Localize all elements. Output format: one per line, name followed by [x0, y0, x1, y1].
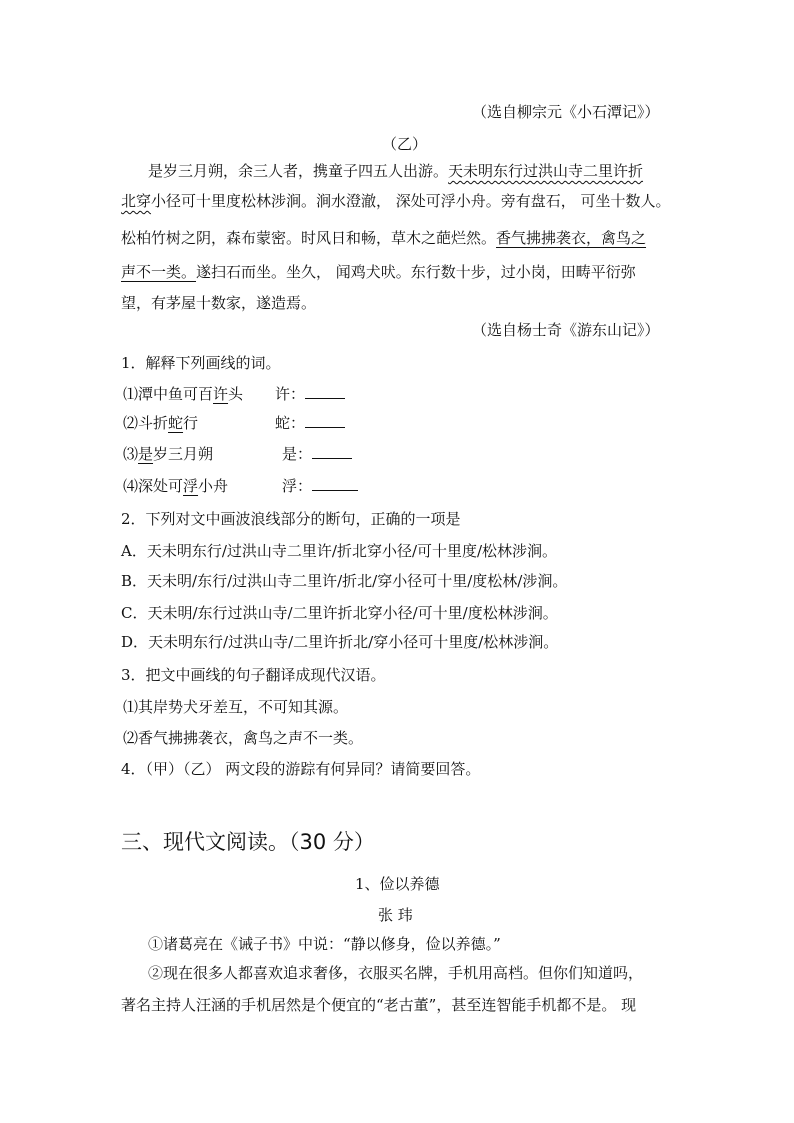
- underlined-word: 浮: [183, 477, 199, 495]
- passage-yi-line-5: 望，有茅屋十数家，遂造焉。: [121, 294, 317, 312]
- underlined-text: 声不一类。: [121, 263, 197, 281]
- article-paragraph-2-line-1: ②现在很多人都喜欢追求奢侈，衣服买名牌，手机用高档。但你们知道吗，: [148, 964, 644, 982]
- underlined-word: 许: [213, 385, 229, 403]
- q1-answer-1: 许：: [275, 383, 345, 404]
- passage-yi-line-1: [148, 160, 643, 181]
- answer-blank[interactable]: [312, 444, 352, 459]
- section-heading: 三、现代文阅读。（30 分）: [121, 830, 375, 854]
- underlined-word: 是: [138, 445, 154, 463]
- article-paragraph-1: ①诸葛亮在《诫子书》中说：“静以修身，俭以养德。”: [148, 935, 501, 953]
- passage-yi-line-2: [121, 190, 671, 211]
- question-3-stem: 3．把文中画线的句子翻译成现代汉语。: [121, 666, 386, 684]
- question-2-stem: 2．下列对文中画波浪线部分的断句，正确的一项是: [121, 510, 461, 528]
- wavy-underlined-text: 北穿: [121, 192, 152, 210]
- underlined-text: 香气拂拂袭衣，禽鸟之: [496, 229, 647, 247]
- q1-item-2: ⑵斗折蛇行: [123, 414, 199, 432]
- passage-yi-line-4: [121, 261, 636, 282]
- passage-text: 小径可十里度松林涉涧。涧水澄澈， 深处可浮小舟。旁有盘石， 可坐十数人。: [151, 192, 671, 210]
- q2-option-d[interactable]: D．天未明东行/过洪山寺/二里许折北/穿小径可十里度/松林涉涧。: [121, 633, 559, 651]
- passage-text: 遂扫石而坐。坐久， 闻鸡犬吠。东行数十步，过小岗，田畴平衍弥: [196, 263, 636, 281]
- answer-blank[interactable]: [312, 476, 358, 491]
- q3-item-2: ⑵香气拂拂袭衣，禽鸟之声不一类。: [123, 729, 364, 747]
- answer-blank[interactable]: [305, 384, 345, 399]
- underlined-word: 蛇: [168, 414, 184, 432]
- article-paragraph-2-line-2: 著名主持人汪涵的手机居然是个便宜的“老古董”，甚至连智能手机都不是。 现: [121, 996, 637, 1014]
- q1-answer-2: 蛇：: [275, 412, 345, 433]
- q2-option-c[interactable]: C．天未明/东行过洪山寺/二里许折北穿小径/可十里/度松林涉涧。: [121, 604, 558, 622]
- source-jia: （选自柳宗元《小石潭记》）: [472, 103, 660, 121]
- q1-item-1: ⑴潭中鱼可百许头: [123, 385, 244, 403]
- question-4-stem: 4．（甲）（乙） 两文段的游踪有何异同？请简要回答。: [121, 760, 481, 778]
- q2-option-b[interactable]: B．天未明/东行/过洪山寺二里许/折北/穿小径可十里/度松林/涉涧。: [121, 572, 568, 590]
- question-1-stem: 1．解释下列画线的词。: [121, 354, 281, 372]
- q1-answer-4: 浮：: [282, 475, 358, 496]
- passage-yi-line-3: [121, 227, 646, 248]
- q3-item-1: ⑴其岸势犬牙差互，不可知其源。: [123, 698, 349, 716]
- q1-item-3: ⑶是岁三月朔: [123, 445, 214, 463]
- article-title: 1、俭以养德: [355, 875, 440, 893]
- q1-item-4: ⑷深处可浮小舟: [123, 477, 229, 495]
- q1-answer-3: 是：: [282, 443, 352, 464]
- answer-blank[interactable]: [305, 413, 345, 428]
- wavy-underlined-text: 天未明东行过洪山寺二里许折: [448, 162, 644, 180]
- passage-text: 是岁三月朔，余三人者，携童子四五人出游。: [148, 162, 449, 180]
- article-author: 张 玮: [378, 906, 413, 924]
- passage-text: 松柏竹树之阴，森布蒙密。时风日和畅，草木之葩烂然。: [121, 229, 497, 247]
- passage-yi-title: （乙）: [382, 135, 428, 153]
- source-yi: （选自杨士奇《游东山记》）: [472, 321, 660, 339]
- q2-option-a[interactable]: A．天未明东行/过洪山寺二里许/折北穿小径/可十里度/松林涉涧。: [121, 542, 558, 560]
